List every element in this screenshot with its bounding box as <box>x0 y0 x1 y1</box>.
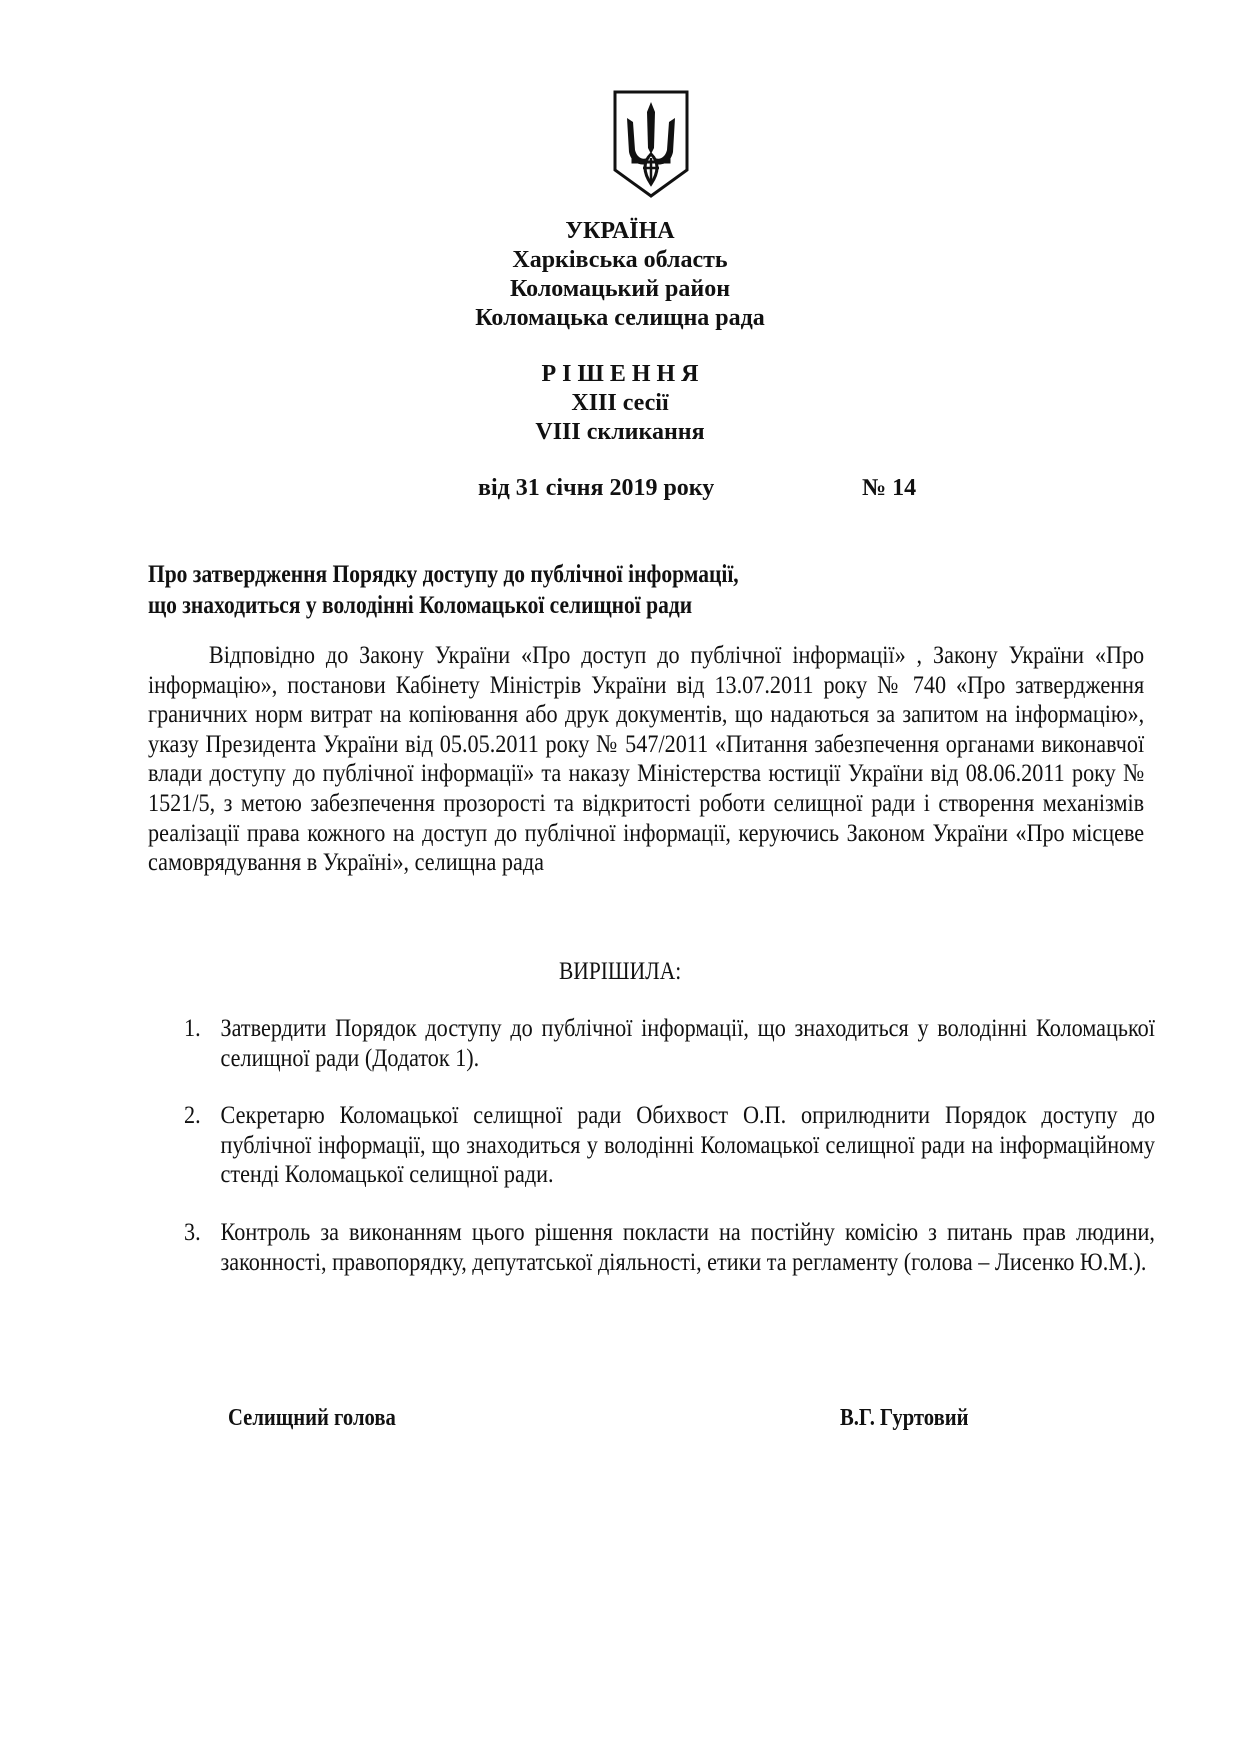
resolved-heading <box>0 958 1240 986</box>
item-number: 3. <box>184 1217 201 1246</box>
resolution-item <box>184 1100 1155 1189</box>
district-name: Коломацький район <box>509 276 731 302</box>
decision-date: від 31 січня 2019 року <box>478 475 715 501</box>
decision-title: Р І Ш Е Н Н Я <box>541 361 699 387</box>
preamble-paragraph <box>148 640 1144 877</box>
resolution-item <box>184 1217 1155 1276</box>
decision-subject <box>148 559 922 621</box>
preamble-text: Відповідно до Закону України «Про доступ до публічної інформації» , Закону України «Про інформацію», постанови Кабінету Міністрів України від 13.07.2011 року № 740 «Про затвердження граничних норм витрат на копіювання або друк документів, що надаються за запитом на інформацію», указу Президента України від 05.05.2011 року № 547/2011 «Питання забезпечення органами виконавчої влади доступу до публічної інформації» та наказу Міністерства юстиції України від 08.06.2011 року № 1521/5, з метою забезпечення прозорості та відкритості роботи селищної ради і створення механізмів реалізації права кожного на доступ до публічної інформації, керуючись Законом України «Про місцеве самоврядування в Україні», селищна рада <box>148 640 1145 877</box>
item-text: Затвердити Порядок доступу до публічної інформації, що знаходиться у володінні Коломацької селищної ради (Додаток 1). <box>220 1013 1155 1072</box>
signature-name: В.Г. Гуртовий <box>840 1405 969 1431</box>
trident-coat-of-arms-icon <box>611 88 691 200</box>
decision-number: № 14 <box>862 475 917 501</box>
convocation-label: VІІІ скликання <box>535 419 705 445</box>
country-name: УКРАЇНА <box>565 218 675 244</box>
council-name: Коломацька селищна рада <box>475 305 765 331</box>
item-text: Контроль за виконанням цього рішення покласти на постійну комісію з питань прав людини, законності, правопорядку, депутатської діяльності, етики та регламенту (голова – Лисенко Ю.М.). <box>220 1217 1155 1276</box>
item-number: 2. <box>184 1100 201 1129</box>
item-text: Секретарю Коломацької селищної ради Обихвост О.П. оприлюднити Порядок доступу до публічної інформації, що знаходиться у володінні Коломацької селищної ради на інформаційному стенді Коломацької селищної ради. <box>220 1100 1155 1189</box>
resolved-label: ВИРІШИЛА: <box>558 958 682 985</box>
signature-position: Селищний голова <box>228 1405 396 1431</box>
region-name: Харківська область <box>512 247 728 273</box>
subject-line-2: що знаходиться у володінні Коломацької селищної ради <box>148 592 693 619</box>
resolution-item <box>184 1013 1155 1072</box>
subject-line-1: Про затвердження Порядку доступу до публічної інформації, <box>148 561 739 588</box>
item-number: 1. <box>184 1013 201 1042</box>
session-label: ХІІІ сесії <box>571 390 669 416</box>
